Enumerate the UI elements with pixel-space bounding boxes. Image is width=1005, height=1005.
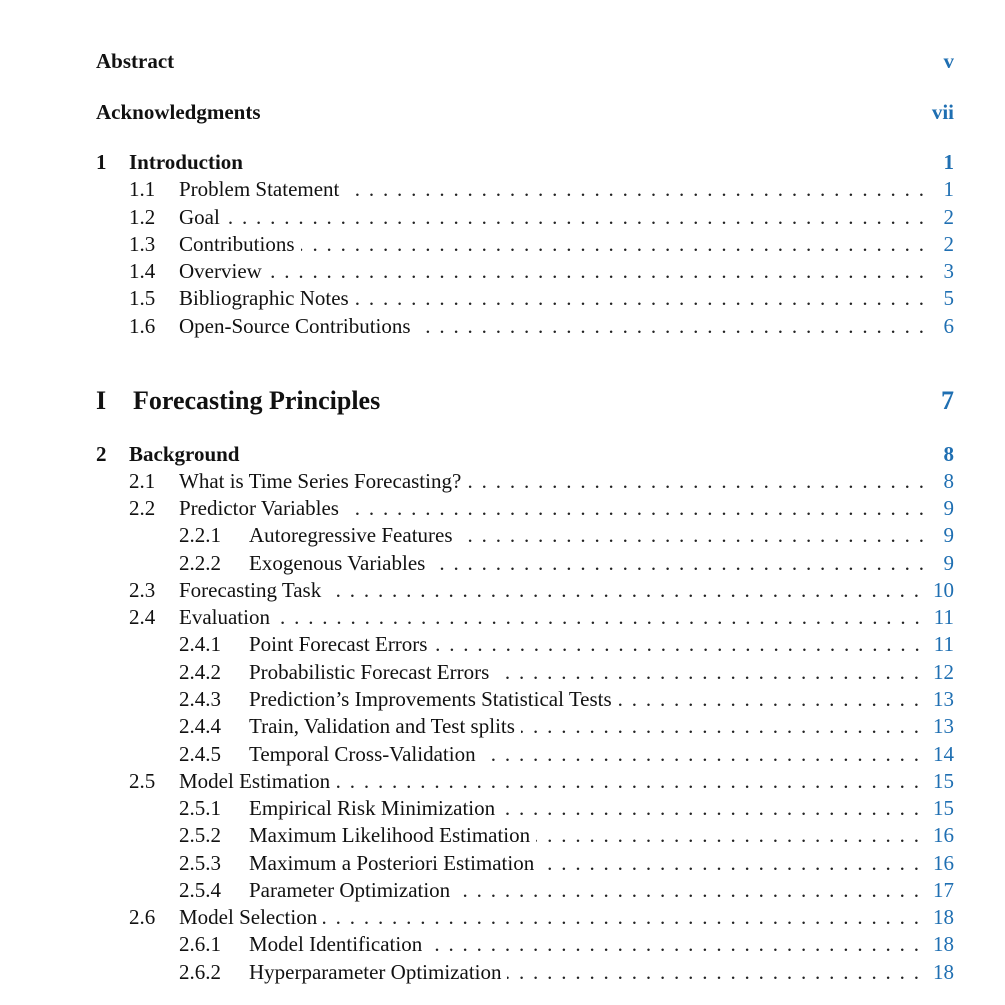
dot-leader (495, 659, 919, 685)
toc-page-link[interactable]: 3 (943, 259, 954, 283)
toc-entry[interactable] (96, 877, 954, 903)
toc-entry-number: 1 (96, 150, 107, 174)
toc-entry-number: 1.2 (129, 205, 156, 229)
dot-leader (355, 285, 924, 311)
toc-entry-number: 2.4.5 (179, 742, 221, 766)
toc-entry-title[interactable]: Model Selection (179, 905, 318, 929)
toc-entry-title[interactable]: Introduction (129, 150, 243, 174)
toc-entry-title[interactable]: What is Time Series Forecasting? (179, 469, 462, 493)
toc-page-link[interactable]: 8 (943, 442, 954, 466)
toc-entry-number: 2.4 (129, 605, 156, 629)
toc-page-link[interactable]: v (943, 49, 954, 73)
toc-entry-number: 2.4.2 (179, 660, 221, 684)
toc-entry[interactable] (96, 441, 954, 467)
toc-entry-number: 2.6.1 (179, 932, 221, 956)
toc-entry-title[interactable]: Empirical Risk Minimization (249, 796, 496, 820)
toc-entry-number: 2.4.4 (179, 714, 221, 738)
toc-entry[interactable] (96, 659, 954, 685)
toc-entry-number: 2.5 (129, 769, 156, 793)
toc-entry[interactable] (96, 285, 954, 311)
dot-leader (417, 313, 924, 339)
toc-entry[interactable] (96, 604, 954, 630)
toc-entry-number: 2.2 (129, 496, 156, 520)
dot-leader (501, 795, 919, 821)
dot-leader (482, 741, 919, 767)
dot-leader (301, 231, 924, 257)
toc-page-link[interactable]: 12 (933, 660, 954, 684)
toc-entry-title[interactable]: Evaluation (179, 605, 270, 629)
toc-page-link[interactable]: 18 (933, 932, 954, 956)
toc-page-link[interactable]: 9 (943, 523, 954, 547)
toc-page-link[interactable]: 13 (933, 714, 954, 738)
toc-page-link[interactable]: 1 (943, 177, 954, 201)
toc-entry-title[interactable]: Train, Validation and Test splits (249, 714, 515, 738)
toc-entry-title[interactable]: Bibliographic Notes (179, 286, 349, 310)
toc-page-link[interactable]: 6 (943, 314, 954, 338)
dot-leader (276, 604, 920, 630)
toc-entry-number: 1.6 (129, 314, 156, 338)
toc-entry-title[interactable]: Background (129, 442, 240, 466)
toc-entry-title[interactable]: Predictor Variables (179, 496, 339, 520)
toc-page-link[interactable]: 13 (933, 687, 954, 711)
dot-leader (428, 931, 919, 957)
toc-entry[interactable] (96, 931, 954, 957)
dot-leader (226, 204, 924, 230)
toc-entry[interactable] (96, 713, 954, 739)
toc-entry-title[interactable]: Overview (179, 259, 262, 283)
toc-entry[interactable] (96, 468, 954, 494)
toc-entry-number: 1.3 (129, 232, 156, 256)
dot-leader (268, 258, 924, 284)
toc-page-link[interactable]: 11 (933, 605, 954, 629)
dot-leader (507, 959, 919, 985)
toc-entry[interactable] (96, 904, 954, 930)
toc-entry-number: 2.2.1 (179, 523, 221, 547)
toc-entry-title[interactable]: Exogenous Variables (249, 551, 426, 575)
toc-page-link[interactable]: 16 (933, 823, 954, 847)
dot-leader (618, 686, 919, 712)
toc-entry[interactable] (96, 313, 954, 339)
toc-entry-number: 2 (96, 442, 107, 466)
toc-entry-title[interactable]: Contributions (179, 232, 295, 256)
toc-page-link[interactable]: 11 (933, 632, 954, 656)
dot-leader (345, 495, 924, 521)
toc-entry[interactable] (96, 631, 954, 657)
dot-leader (431, 550, 924, 576)
toc-entry[interactable] (96, 686, 954, 712)
toc-entry[interactable] (96, 850, 954, 876)
toc-entry-title[interactable]: Parameter Optimization (249, 878, 451, 902)
toc-entry-title[interactable]: Point Forecast Errors (249, 632, 428, 656)
toc-entry-number: 1.1 (129, 177, 156, 201)
toc-page-link[interactable]: 9 (943, 551, 954, 575)
toc-entry-number: 1.4 (129, 259, 156, 283)
toc-entry-number: 2.5.3 (179, 851, 221, 875)
toc-page-link[interactable]: 2 (943, 232, 954, 256)
toc-entry-title[interactable]: Maximum Likelihood Estimation (249, 823, 531, 847)
toc-entry-title[interactable]: Probabilistic Forecast Errors (249, 660, 490, 684)
toc-entry-title[interactable]: Prediction’s Improvements Statistical Tests (249, 687, 612, 711)
toc-page-link[interactable]: 17 (933, 878, 954, 902)
dot-leader (327, 577, 919, 603)
toc-page-link[interactable]: 18 (933, 960, 954, 984)
toc-entry[interactable] (96, 149, 954, 175)
toc-entry[interactable] (96, 176, 954, 202)
dot-leader (536, 822, 919, 848)
dot-leader (467, 468, 924, 494)
toc-entry[interactable] (96, 231, 954, 257)
toc-page-link[interactable]: 5 (943, 286, 954, 310)
toc-entry-title[interactable]: Forecasting Task (179, 578, 322, 602)
toc-page-link[interactable]: 16 (933, 851, 954, 875)
toc-page-link[interactable]: vii (931, 100, 954, 124)
toc-page-link[interactable]: 9 (943, 496, 954, 520)
toc-entry-title[interactable]: Model Identification (249, 932, 423, 956)
toc-entry[interactable] (96, 48, 954, 74)
toc-entry-number: 1.5 (129, 286, 156, 310)
toc-entry-title[interactable]: Temporal Cross-Validation (249, 742, 476, 766)
dot-leader (433, 631, 919, 657)
toc-entry-title[interactable]: Forecasting Principles (133, 386, 381, 415)
toc-entry[interactable] (96, 741, 954, 767)
toc-entry[interactable] (96, 768, 954, 794)
toc-entry-number: 2.4.1 (179, 632, 221, 656)
dot-leader (345, 176, 924, 202)
toc-entry-number: 2.6 (129, 905, 156, 929)
toc-entry-title[interactable]: Problem Statement (179, 177, 340, 201)
dot-leader (540, 850, 919, 876)
toc-page-link[interactable]: 15 (933, 769, 954, 793)
toc-entry-title[interactable]: Open-Source Contributions (179, 314, 411, 338)
toc-entry[interactable] (96, 795, 954, 821)
toc-entry-number: 2.5.2 (179, 823, 221, 847)
toc-page-link[interactable]: 2 (943, 205, 954, 229)
toc-page-link[interactable]: 10 (933, 578, 954, 602)
toc-entry-title[interactable]: Autoregressive Features (249, 523, 453, 547)
toc-entry[interactable] (96, 822, 954, 848)
toc-entry[interactable] (96, 99, 954, 125)
toc-entry-number: 2.1 (129, 469, 156, 493)
toc-page-link[interactable]: 7 (941, 386, 954, 415)
toc-entry-number: 2.5.4 (179, 878, 221, 902)
toc-page-link[interactable]: 15 (933, 796, 954, 820)
toc-entry[interactable] (96, 385, 954, 417)
dot-leader (336, 768, 919, 794)
toc-entry-title[interactable]: Hyperparameter Optimization (249, 960, 502, 984)
dot-leader (521, 713, 919, 739)
toc-entry-title[interactable]: Goal (179, 205, 220, 229)
toc-page-link[interactable]: 1 (943, 150, 954, 174)
toc-page-link[interactable]: 8 (943, 469, 954, 493)
toc-entry[interactable] (96, 258, 954, 284)
toc-entry[interactable] (96, 550, 954, 576)
toc-entry-title[interactable]: Abstract (96, 49, 175, 73)
toc-entry-number: 2.6.2 (179, 960, 221, 984)
toc-entry-number: 2.5.1 (179, 796, 221, 820)
toc-entry[interactable] (96, 577, 954, 603)
toc-entry[interactable] (96, 204, 954, 230)
toc-page-link[interactable]: 14 (933, 742, 954, 766)
dot-leader (456, 877, 919, 903)
toc-page-link[interactable]: 18 (933, 905, 954, 929)
toc-entry-number: 2.2.2 (179, 551, 221, 575)
dot-leader (323, 904, 919, 930)
toc-entry-number: 2.4.3 (179, 687, 221, 711)
toc-entry[interactable] (96, 959, 954, 985)
dot-leader (459, 522, 924, 548)
toc-entry[interactable] (96, 522, 954, 548)
toc-entry-title[interactable]: Acknowledgments (96, 100, 261, 124)
toc-entry[interactable] (96, 495, 954, 521)
toc-entry-number: 2.3 (129, 578, 156, 602)
toc-entry-number: I (96, 386, 107, 415)
toc-entry-title[interactable]: Maximum a Posteriori Estimation (249, 851, 535, 875)
toc-entry-title[interactable]: Model Estimation (179, 769, 331, 793)
